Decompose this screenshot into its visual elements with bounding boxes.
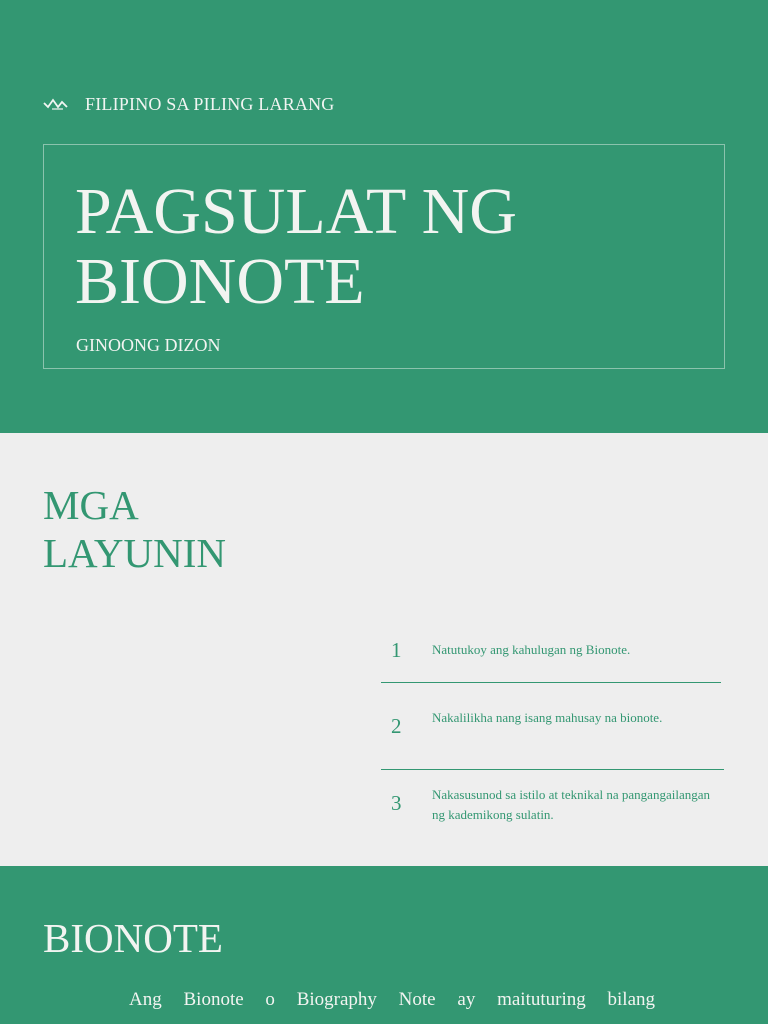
course-label [43,93,335,115]
objective-text: Nakalilikha nang isang mahusay na bionote. [432,710,663,725]
objective-number: 1 [391,638,402,662]
presentation-title [75,177,517,317]
objective-text: Nakasusunod sa istilo at teknikal na pangangailangan ng kademikong sulatin. [432,787,710,822]
objectives-heading-line-1: MGA [43,482,139,528]
title-line-1: PAGSULAT NG [75,175,517,248]
zigzag-logo-icon [43,97,69,111]
divider [381,682,721,683]
objectives-section [0,433,768,866]
divider [381,769,724,770]
title-frame [43,144,725,369]
course-name: FILIPINO SA PILING LARANG [85,93,335,114]
bionote-section [0,866,768,1024]
title-line-2: BIONOTE [75,245,365,318]
objective-text: Natutukoy ang kahulugan ng Bionote. [432,642,631,657]
objectives-heading-line-2: LAYUNIN [43,530,226,576]
author-name: GINOONG DIZON [76,335,221,355]
bionote-paragraph: Ang Bionote o Biography Note ay maituturing bilang [129,989,655,1010]
bionote-heading: BIONOTE [43,915,223,961]
objective-number: 2 [391,714,402,738]
title-section [0,0,768,433]
objective-number: 3 [391,791,402,815]
objectives-heading [43,481,226,577]
